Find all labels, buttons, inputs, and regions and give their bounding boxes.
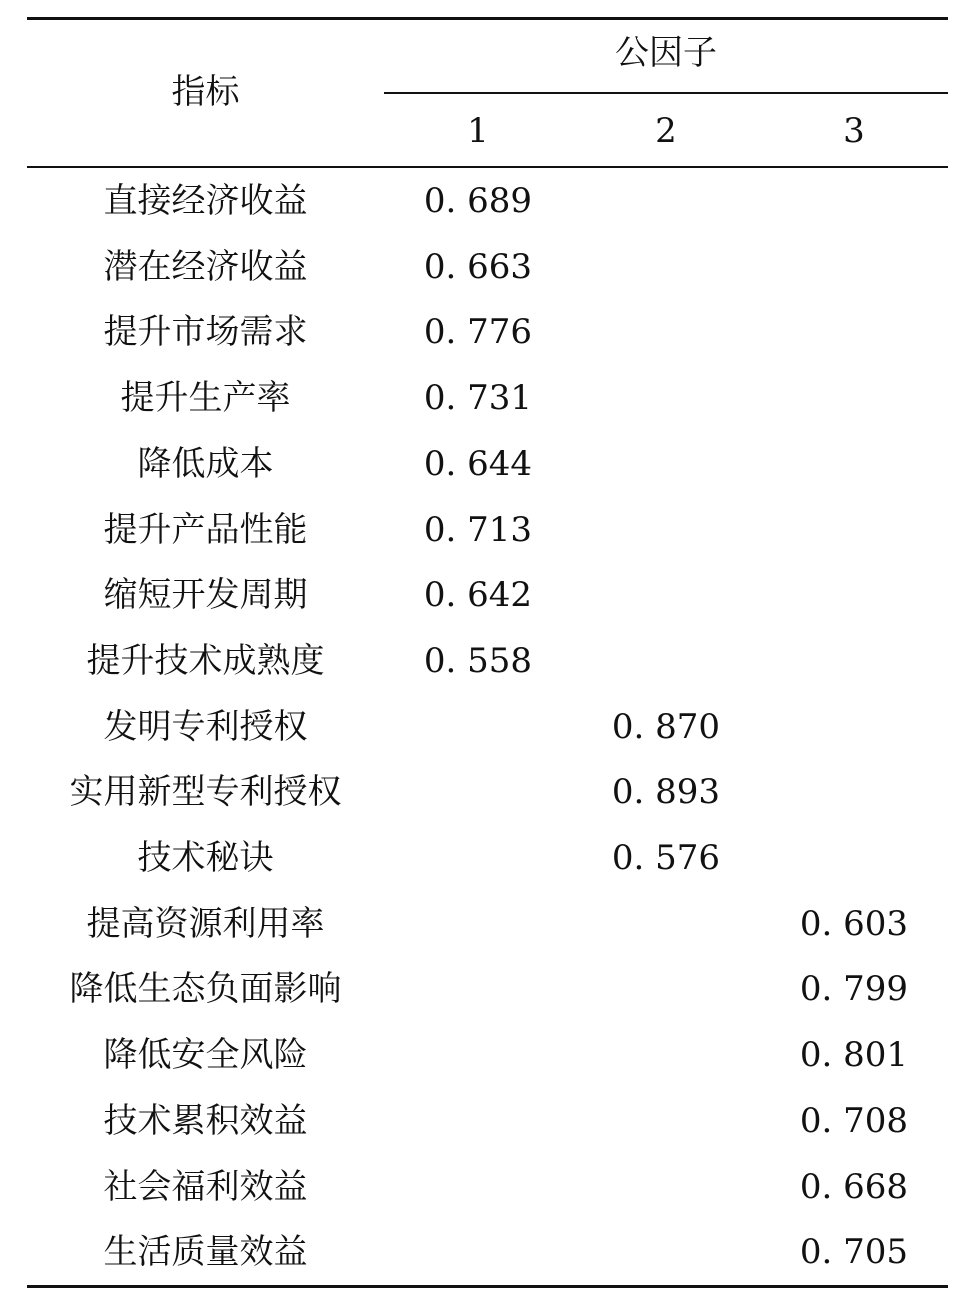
loading-value-factor-2: 0. 870 [611,706,721,747]
table-row [27,956,948,1022]
loading-value-factor-1: 0. 558 [423,640,533,681]
loading-value-factor-1: 0. 663 [423,246,533,287]
loading-value-factor-3: 0. 705 [799,1232,909,1273]
indicator-name: 实用新型专利授权 [69,772,342,813]
indicator-name: 降低安全风险 [103,1035,308,1076]
top-rule [27,17,948,20]
indicator-name: 提升市场需求 [103,312,308,353]
table-row [27,1088,948,1154]
factor-column-2-header: 2 [655,111,677,151]
indicator-name: 提升产品性能 [103,509,308,550]
loading-value-factor-1: 0. 689 [423,181,533,221]
indicator-name: 发明专利授权 [103,706,308,747]
indicator-name: 技术秘诀 [137,838,274,878]
indicator-name: 社会福利效益 [103,1166,308,1207]
table-row [27,891,948,957]
table-row [27,694,948,760]
table-row [27,825,948,891]
loading-value-factor-1: 0. 776 [423,312,533,353]
indicator-name: 降低生态负面影响 [69,969,342,1010]
table-row [27,365,948,431]
indicator-name: 技术累积效益 [103,1100,308,1141]
indicator-name: 直接经济收益 [103,181,308,221]
indicator-name: 提升技术成熟度 [86,640,325,681]
table-row [27,299,948,365]
loading-value-factor-3: 0. 801 [799,1035,909,1076]
indicator-header: 指标 [171,72,240,112]
table-row [27,431,948,497]
loading-value-factor-1: 0. 731 [423,378,533,419]
table-row [27,1022,948,1088]
indicator-name: 生活质量效益 [103,1232,308,1273]
table-row [27,168,948,234]
loading-value-factor-3: 0. 668 [799,1166,909,1207]
loading-value-factor-1: 0. 644 [423,443,533,484]
table-row [27,1154,948,1220]
loading-value-factor-2: 0. 893 [611,772,721,813]
loading-value-factor-1: 0. 642 [423,575,533,616]
table-row [27,234,948,300]
loading-value-factor-2: 0. 576 [611,838,721,878]
indicator-name: 潜在经济收益 [103,246,308,287]
loading-value-factor-1: 0. 713 [423,509,533,550]
table-row [27,497,948,563]
loading-value-factor-3: 0. 708 [799,1100,909,1141]
bottom-rule [27,1285,948,1288]
table-row [27,1219,948,1285]
table-row [27,759,948,825]
group-header-rule [384,92,948,94]
indicator-name: 提高资源利用率 [86,903,325,944]
indicator-name: 提升生产率 [120,378,291,419]
table-row [27,628,948,694]
indicator-name: 缩短开发周期 [103,575,308,616]
loading-value-factor-3: 0. 799 [799,969,909,1010]
factor-column-3-header: 3 [843,111,865,151]
common-factor-header: 公因子 [615,33,717,73]
loading-value-factor-3: 0. 603 [799,903,909,944]
factor-column-1-header: 1 [467,111,489,151]
table-row [27,562,948,628]
indicator-name: 降低成本 [137,443,274,484]
